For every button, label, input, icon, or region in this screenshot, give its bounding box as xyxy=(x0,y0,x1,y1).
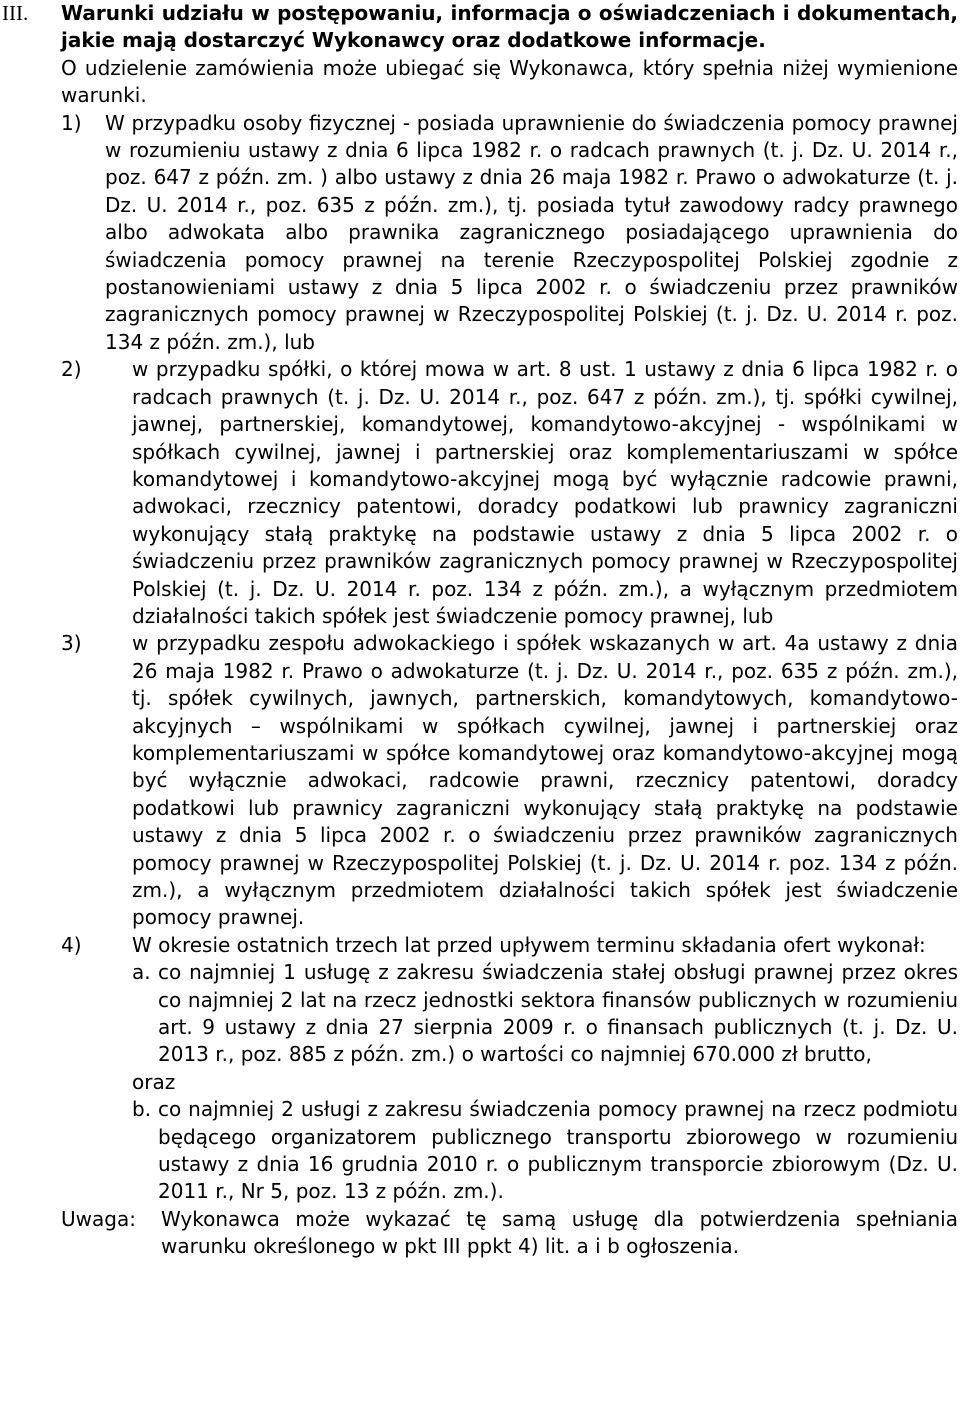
sub-item-text: co najmniej 1 usługę z zakresu świadczenia stałej obsługi prawnej przez okres co najmniej 2 lat na rzecz jednostki sektora finansów publicznych w rozumieniu art. 9 ustawy z dnia 27 sierpnia 2009 r. o finansach publicznych (t. j. Dz. U. 2013 r., poz. 885 z późn. zm.) o wartości co najmniej 670.000 zł brutto, xyxy=(158,960,958,1067)
list-item-2 xyxy=(61,356,958,630)
list-item-1 xyxy=(61,110,958,357)
note-text: Wykonawca może wykazać tę samą usługę dla potwierdzenia spełniania warunku określonego w pkt III ppkt 4) lit. a i b ogłoszenia. xyxy=(161,1206,958,1259)
note xyxy=(61,1206,958,1261)
list-item-4 xyxy=(61,932,958,959)
section-number: III. xyxy=(2,1,29,25)
list-item-number: 3) xyxy=(61,631,82,656)
list-item-text: w przypadku zespołu adwokackiego i spółek wskazanych w art. 4a ustawy z dnia 26 maja 1982 r. Prawo o adwokaturze (t. j. Dz. U. 2014 r., poz. 635 z późn. zm.), tj. spółek cywilnych, jawnych, partnerskich, komandytowych, komandytowo-akcyjnych – wspólnikami w spółkach cywilnej, jawnej i partnerskiej oraz komplementariuszami w spółce komandytowej oraz komandytowo-akcyjnej mogą być wyłącznie adwokaci, radcowie prawni, rzecznicy patentowi, doradcy podatkowi lub prawnicy zagraniczni wykonujący stałą praktykę na podstawie ustawy z dnia 5 lipca 2002 r. o świadczeniu przez prawników zagranicznych pomocy prawnej w Rzeczypospolitej Polskiej (t. j. Dz. U. 2014 r. poz. 134 z późn. zm.), a wyłącznym przedmiotem działalności takich spółek jest świadczenie pomocy prawnej. xyxy=(132,631,958,930)
list-item-number: 2) xyxy=(61,357,82,382)
sub-item-letter: a. xyxy=(132,960,151,985)
list-item-3 xyxy=(61,630,958,931)
section-title: Warunki udziału w postępowaniu, informacja o oświadczeniach i dokumentach, jakie mają dostarczyć Wykonawcy oraz dodatkowe informacje. xyxy=(61,1,958,53)
sub-item-a xyxy=(132,959,958,1069)
list-item-number: 4) xyxy=(61,932,82,957)
section-header xyxy=(2,0,958,110)
list-item-number: 1) xyxy=(61,110,82,135)
list-item-text: W przypadku osoby fizycznej - posiada uprawnienie do świadczenia pomocy prawnej w rozumieniu ustawy z dnia 6 lipca 1982 r. o radcach prawnych (t. j. Dz. U. 2014 r., poz. 647 z późn. zm. ) albo ustawy z dnia 26 maja 1982 r. Prawo o adwokaturze (t. j. Dz. U. 2014 r., poz. 635 z późn. zm.), tj. posiada tytuł zawodowy radcy prawnego albo adwokata albo prawnika zagranicznego posiadającego uprawnienia do świadczenia pomocy prawnej na terenie Rzeczypospolitej Polskiej zgodnie z postanowieniami ustawy z dnia 5 lipca 2002 r. o świadczeniu przez prawników zagranicznych pomocy prawnej w Rzeczypospolitej Polskiej (t. j. Dz. U. 2014 r. poz. 134 z późn. zm.), lub xyxy=(105,110,958,354)
list-item-text: W okresie ostatnich trzech lat przed upływem terminu składania ofert wykonał: xyxy=(132,932,926,957)
section-intro: O udzielenie zamówienia może ubiegać się Wykonawca, który spełnia niżej wymienione warunki. xyxy=(61,55,958,108)
list-item-text: w przypadku spółki, o której mowa w art. 8 ust. 1 ustawy z dnia 6 lipca 1982 r. o radcach prawnych (t. j. Dz. U. 2014 r., poz. 647 z późn. zm.), tj. spółki cywilnej, jawnej, partnerskiej, komandytowej, komandytowo-akcyjnej - wspólnikami w spółkach cywilnej, jawnej i partnerskiej oraz komplementariuszami w spółce komandytowej i komandytowo-akcyjnej mogą być wyłącznie radcowie prawni, adwokaci, rzecznicy patentowi, doradcy podatkowi lub prawnicy zagraniczni wykonujący stałą praktykę na podstawie ustawy z dnia 5 lipca 2002 r. o świadczeniu przez prawników zagranicznych pomocy prawnej w Rzeczypospolitej Polskiej (t. j. Dz. U. 2014 r. poz. 134 z późn. zm.), a wyłącznym przedmiotem działalności takich spółek jest świadczenie pomocy prawnej, lub xyxy=(132,357,958,628)
sub-item-letter: b. xyxy=(132,1097,152,1122)
section-content xyxy=(61,0,958,110)
sub-item-b xyxy=(132,1096,958,1206)
conjunction-oraz: oraz xyxy=(132,1069,176,1094)
note-label: Uwaga: xyxy=(61,1206,136,1231)
sub-item-text: co najmniej 2 usługi z zakresu świadczenia pomocy prawnej na rzecz podmiotu będącego organizatorem publicznego transportu zbiorowego w rozumieniu ustawy z dnia 16 grudnia 2010 r. o publicznym transporcie zbiorowym (Dz. U. 2011 r., Nr 5, poz. 13 z późn. zm.). xyxy=(158,1097,958,1204)
